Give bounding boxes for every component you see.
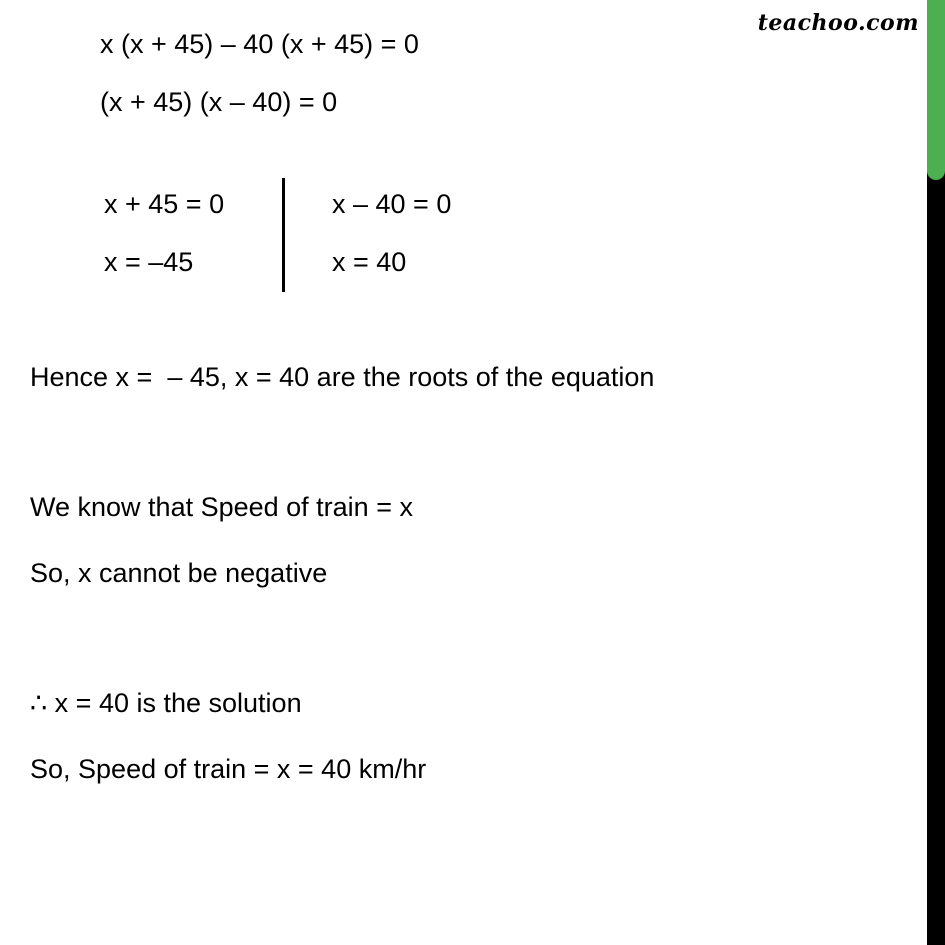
negative-statement: So, x cannot be negative	[30, 558, 328, 588]
right-case-result: x = 40	[332, 247, 407, 277]
case-divider	[282, 178, 285, 292]
therefore-statement: ∴ x = 40 is the solution	[30, 688, 302, 718]
factor-step-1: x (x + 45) – 40 (x + 45) = 0	[100, 29, 419, 59]
teachoo-logo: teachoo.com	[757, 10, 919, 36]
roots-statement: Hence x = – 45, x = 40 are the roots of the equation	[30, 362, 655, 392]
factor-step-2: (x + 45) (x – 40) = 0	[100, 87, 338, 117]
scroll-progress-track	[927, 0, 945, 945]
left-case-equation: x + 45 = 0	[104, 189, 225, 219]
right-case-equation: x – 40 = 0	[332, 189, 452, 219]
left-case-result: x = –45	[104, 247, 194, 277]
scroll-progress-fill	[927, 0, 945, 180]
final-answer: So, Speed of train = x = 40 km/hr	[30, 754, 427, 784]
known-statement: We know that Speed of train = x	[30, 492, 413, 522]
